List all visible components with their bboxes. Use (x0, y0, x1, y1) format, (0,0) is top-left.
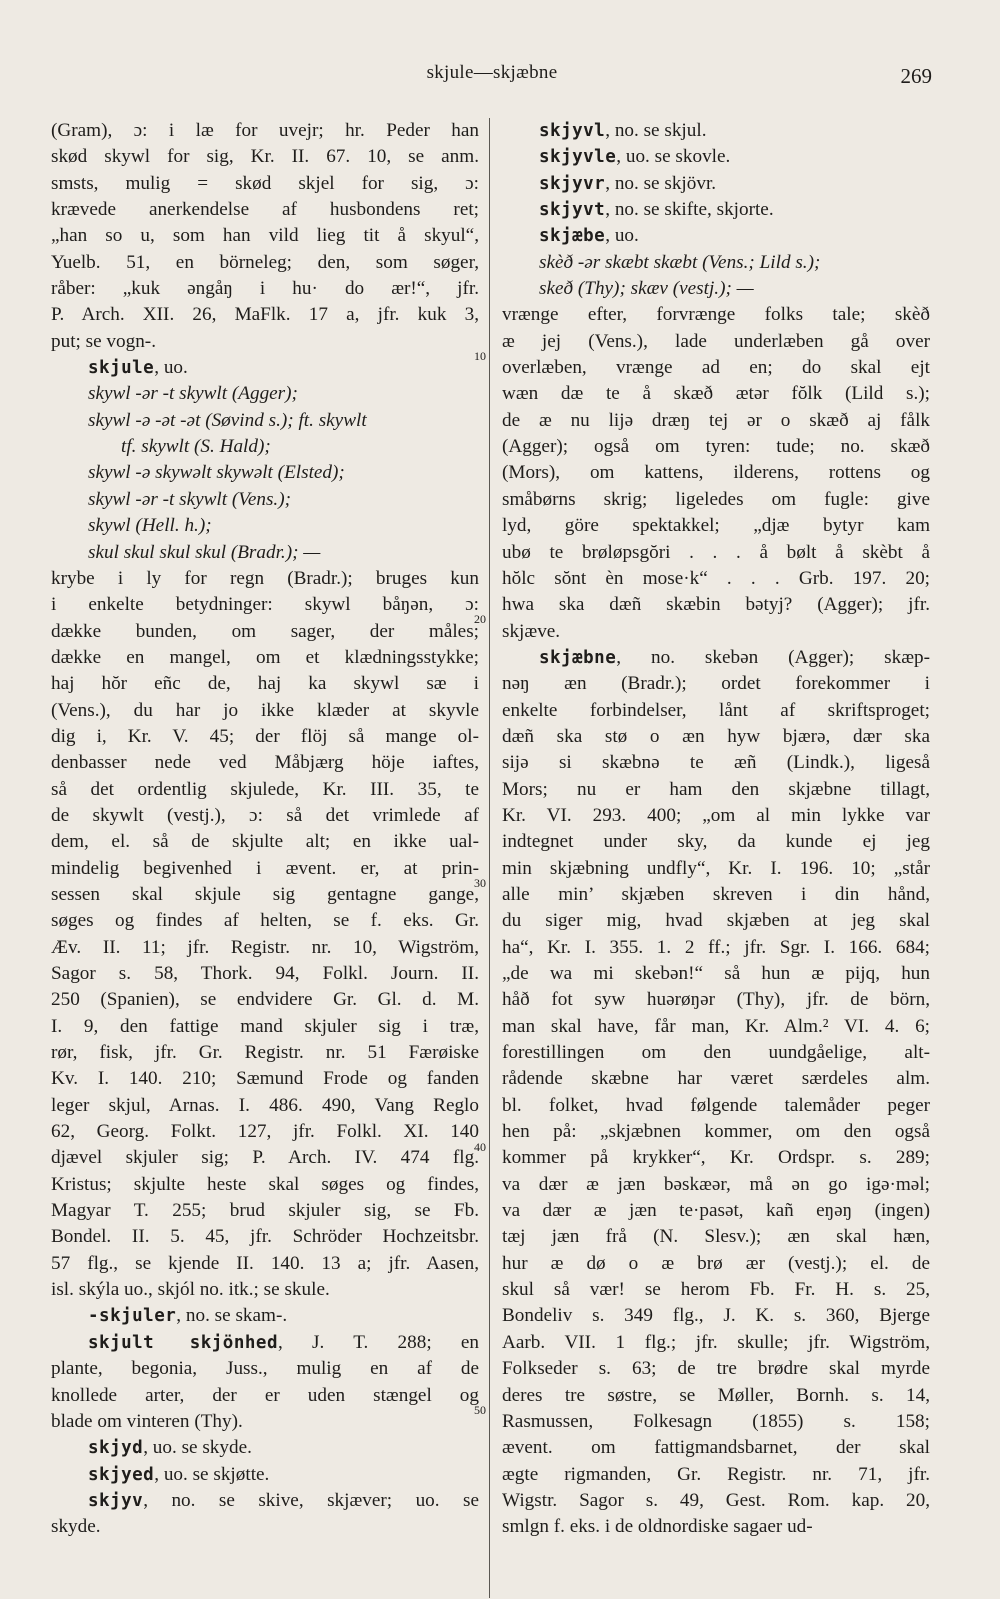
text-line: du siger mig, hvad skjæben at jeg skal (502, 910, 930, 932)
text-line: dig i, Kr. V. 45; der flöj så mange ol- (51, 725, 479, 747)
text-line: hen på: „skjæbnen kommer, om den også (502, 1121, 930, 1143)
text-line: hur æ dø o æ brø ær (vestj.); el. de (502, 1252, 930, 1274)
text-line: rådende skæbne har været særdeles alm. (502, 1068, 930, 1090)
page-header (52, 62, 932, 92)
text-line: skywl -ə -ət -ət (Søvind s.); ft. skywlt (88, 409, 367, 431)
text-line: (Mors), om kattens, ilderens, rottens og (502, 462, 930, 484)
text-line: smlgn f. eks. i de oldnordiske sagaer ud- (502, 1516, 813, 1538)
text-line: dem, el. så de skjulte alt; en ikke ual- (51, 831, 479, 853)
text-line: isl. skýla uo., skjól no. itk.; se skule. (51, 1279, 330, 1301)
text-line: overlæben, vrænge ad en; do skal ejt (502, 357, 930, 379)
text-line: deres tre søstre, se Møller, Bornh. s. 14, (502, 1384, 930, 1406)
text-line: småbørns skrig; ligeledes om fugle: give (502, 488, 930, 510)
text-line: skywl (Hell. h.); (88, 515, 212, 537)
text-line: mindelig begivenhed i ævent. er, at prin- (51, 857, 479, 879)
text-line: Sagor s. 58, Thork. 94, Folkl. Journ. II. (51, 963, 479, 984)
text-line: denbasser nede ved Måbjærg höje iaftes, (51, 752, 479, 774)
text-line: forestillingen om den uundgåelige, alt- (502, 1042, 930, 1064)
text-line: I. 9, den fattige mand skjuler sig i træ, (51, 1015, 479, 1037)
text-line: skyde. (51, 1516, 101, 1538)
text-line: skeð (Thy); skæv (vestj.); — (539, 278, 754, 300)
text-line: dække en mangel, om et klædningsstykke; (51, 646, 479, 668)
text-line: dække bunden, om sager, der måles; (51, 620, 479, 642)
text-line: de æ nu lijə dræŋ tej ər o skæð aj fålk (502, 409, 930, 431)
text-line: krybe i ly for regn (Bradr.); bruges kun (51, 567, 479, 589)
text-line: kommer på krykker“, Kr. Ordspr. s. 289; (502, 1147, 930, 1169)
text-line: 62, Georg. Folkt. 127, jfr. Folkl. XI. 140 (51, 1121, 479, 1143)
text-line: ha“, Kr. I. 355. 1. 2 ff.; jfr. Sgr. I. 166. 684; (502, 936, 930, 958)
text-line: skywl -ə skywəlt skywəlt (Elsted); (88, 462, 345, 484)
text-line: Bondel. II. 5. 45, jfr. Schröder Hochzeitsbr. (51, 1226, 479, 1248)
headword: skjyvr (539, 173, 606, 194)
text-line: Æv. II. 11; jfr. Registr. nr. 10, Wigström, (51, 936, 479, 958)
text-line: æ jej (Vens.), lade underlæben gå over (502, 330, 930, 352)
text-line: søges og findes af helten, se f. eks. Gr. (51, 910, 479, 932)
text-line: skèð -ər skæbt skæbt (Vens.; Lild s.); (539, 251, 821, 273)
text-line: ægte rigmanden, Gr. Registr. nr. 71, jfr. (502, 1463, 930, 1485)
headword: skjule (88, 358, 155, 379)
text-line: hŏlc sŏnt èn mose·k“ . . . Grb. 197. 20; (502, 567, 930, 589)
line-number: 30 (474, 876, 486, 890)
text-line: (Gram), ɔ: i læ for uvejr; hr. Peder han (51, 120, 479, 141)
text-line: enkelte forbindelser, lånt af skriftsproget; (502, 699, 930, 721)
text-line: djævel skjuler sig; P. Arch. IV. 474 flg. (51, 1147, 479, 1169)
text-line: smsts, mulig = skød skjel for sig, ɔ: (51, 172, 479, 194)
headword: skjyd (88, 1438, 144, 1459)
text-line: så det ordentlig skjulede, Kr. III. 35, te (51, 778, 479, 800)
text-line: „de wa mi skebən!“ så hun æ pijq, hun (502, 963, 930, 984)
text-line: ævent. om fattigmandsbarnet, der skal (502, 1437, 930, 1459)
text-line: man skal have, får man, Kr. Alm.² VI. 4. 6; (502, 1015, 930, 1037)
text-line: sijə si skæbnə te æñ (Lindk.), ligeså (502, 752, 930, 774)
text-line: i enkelte betydninger: skywl båŋən, ɔ: (51, 594, 479, 616)
text-line: 250 (Spanien), se endvidere Gr. Gl. d. M. (51, 989, 479, 1011)
headword: -skjuler (88, 1306, 177, 1327)
text-line: leger skjul, Arnas. I. 486. 490, Vang Reglo (51, 1094, 479, 1116)
text-line: min skjæbning undfly“, Kr. I. 196. 10; „står (502, 857, 930, 879)
text-line: lyd, göre spektakkel; „djæ bytyr kam (502, 515, 930, 537)
text-line: skjult skjönhed, J. T. 288; en (88, 1331, 480, 1353)
line-number: 10 (474, 349, 486, 363)
text-line: råber: „kuk əngåŋ i hu· do ær!“, jfr. (51, 278, 479, 300)
text-line: skywl -ər -t skywlt (Vens.); (88, 488, 292, 510)
running-head: skjule—skjæbne (426, 62, 558, 83)
headword: skjyvl (539, 121, 606, 141)
text-line: knollede arter, der er uden stængel og (51, 1384, 479, 1406)
text-line: skjyvr, no. se skjövr. (539, 172, 717, 194)
text-line: indtegnet under sky, da kunde ej jeg (502, 831, 930, 853)
headword: skjæbe (539, 226, 606, 247)
text-line: skjæbne, no. skebən (Agger); skæp- (539, 646, 930, 668)
text-line: hwa ska dæñ skæbin bətyj? (Agger); jfr. (502, 594, 930, 616)
text-line: put; se vogn-. (51, 330, 156, 352)
line-number: 50 (474, 1403, 486, 1417)
text-line: skjæve. (502, 620, 561, 642)
text-line: wæn dæ te å skæð ætər fŏlk (Lild s.); (502, 383, 930, 405)
text-line: P. Arch. XII. 26, MaFlk. 17 a, jfr. kuk 3, (51, 304, 479, 326)
text-line: skul så vær! se herom Fb. Fr. H. s. 25, (502, 1279, 930, 1301)
text-line: skjule, uo. (88, 357, 188, 379)
headword: skjæbne (539, 647, 617, 668)
column-divider (489, 118, 490, 1598)
text-line: va dær æ jæn bəskæər, må ən go igə·məl; (502, 1173, 930, 1195)
text-line: Aarb. VII. 1 flg.; jfr. skulle; jfr. Wigström, (502, 1331, 930, 1353)
text-line: skjyvt, no. se skifte, skjorte. (539, 199, 774, 221)
text-line: Kristus; skjulte heste skal søges og findes, (51, 1173, 479, 1195)
text-line: Mors; nu er ham den skjæbne tillagt, (502, 778, 930, 800)
text-line: Magyar T. 255; brud skjuler sig, se Fb. (51, 1200, 479, 1222)
text-line: Yuelb. 51, en börneleg; den, som søger, (51, 251, 479, 273)
headword: skjyed (88, 1464, 155, 1485)
text-line: skjyvle, uo. se skovle. (539, 146, 731, 168)
text-line: sessen skal skjule sig gentagne gange, (51, 883, 479, 905)
text-line: skjæbe, uo. (539, 225, 639, 247)
text-line: (Vens.), du har jo ikke klæder at skyvle (51, 699, 479, 721)
text-line: plante, begonia, Juss., mulig en af de (51, 1358, 479, 1380)
text-line: skjyd, uo. se skyde. (88, 1437, 252, 1459)
text-line: Kr. VI. 293. 400; „om al min lykke var (502, 804, 930, 826)
text-line: Bondeliv s. 349 flg., J. K. s. 360, Bjerge (502, 1305, 930, 1327)
text-line: Wigstr. Sagor s. 49, Gest. Rom. kap. 20, (502, 1489, 930, 1511)
text-line: vrænge efter, forvrænge folks tale; skèð (502, 304, 930, 326)
text-line: Folkseder s. 63; de tre brødre skal myrde (502, 1358, 930, 1380)
text-line: ubø te brøløpsgŏri . . . å bølt å skèbt å (502, 541, 930, 563)
text-line: dæñ ska stø o æn hyw bjærə, dær ska (502, 725, 930, 747)
text-line: krævede anerkendelse af husbondens ret; (51, 199, 479, 221)
text-line: Rasmussen, Folkesagn (1855) s. 158; (502, 1410, 930, 1432)
text-line: skød skywl for sig, Kr. II. 67. 10, se anm. (51, 146, 479, 168)
text-line: Kv. I. 140. 210; Sæmund Frode og fanden (51, 1068, 479, 1090)
text-line: -skjuler, no. se skam-. (88, 1305, 288, 1327)
text-line: håð fot syw huərøŋər (Thy), jfr. de börn, (502, 989, 930, 1011)
text-line: tf. skywlt (S. Hald); (121, 436, 271, 458)
text-line: 57 flg., se kjende II. 140. 13 a; jfr. Aasen, (51, 1252, 479, 1274)
text-line: skjyed, uo. se skjøtte. (88, 1463, 270, 1485)
left-column (51, 118, 479, 1541)
text-line: blade om vinteren (Thy). (51, 1410, 243, 1432)
text-line: nəŋ æn (Bradr.); ordet forekommer i (502, 673, 930, 695)
line-number: 20 (474, 612, 486, 626)
text-line: skul skul skul skul (Bradr.); — (88, 541, 321, 563)
text-line: rør, fisk, jfr. Gr. Registr. nr. 51 Færøiske (51, 1042, 479, 1064)
text-line: de skywlt (vestj.), ɔ: så det vrimlede af (51, 804, 479, 826)
text-line: va dær æ jæn te·pasət, kañ eŋəŋ (ingen) (502, 1200, 930, 1222)
headword: skjult skjönhed (88, 1332, 278, 1353)
text-line: haj hŏr eñc de, haj ka skywl sæ i (51, 673, 479, 695)
line-number: 40 (474, 1140, 486, 1154)
text-line: skjyv, no. se skive, skjæver; uo. se (88, 1489, 479, 1511)
headword: skjyv (88, 1490, 144, 1511)
headword: skjyvt (539, 200, 606, 221)
text-line: alle min’ skjæben skreven i din hånd, (502, 883, 930, 905)
right-column (502, 118, 930, 1541)
headword: skjyvle (539, 147, 617, 168)
page-number: 269 (900, 64, 932, 88)
text-line: skywl -ər -t skywlt (Agger); (88, 383, 298, 405)
text-line: „han so u, som han vild lieg tit å skyul“, (51, 225, 479, 247)
text-line: skjyvl, no. se skjul. (539, 120, 707, 141)
text-line: bl. folket, hvad følgende talemåder peger (502, 1094, 930, 1116)
text-line: (Agger); også om tyren: tude; no. skæð (502, 436, 930, 458)
text-line: tæj jæn frå (N. Slesv.); æn skal hæn, (502, 1226, 930, 1248)
